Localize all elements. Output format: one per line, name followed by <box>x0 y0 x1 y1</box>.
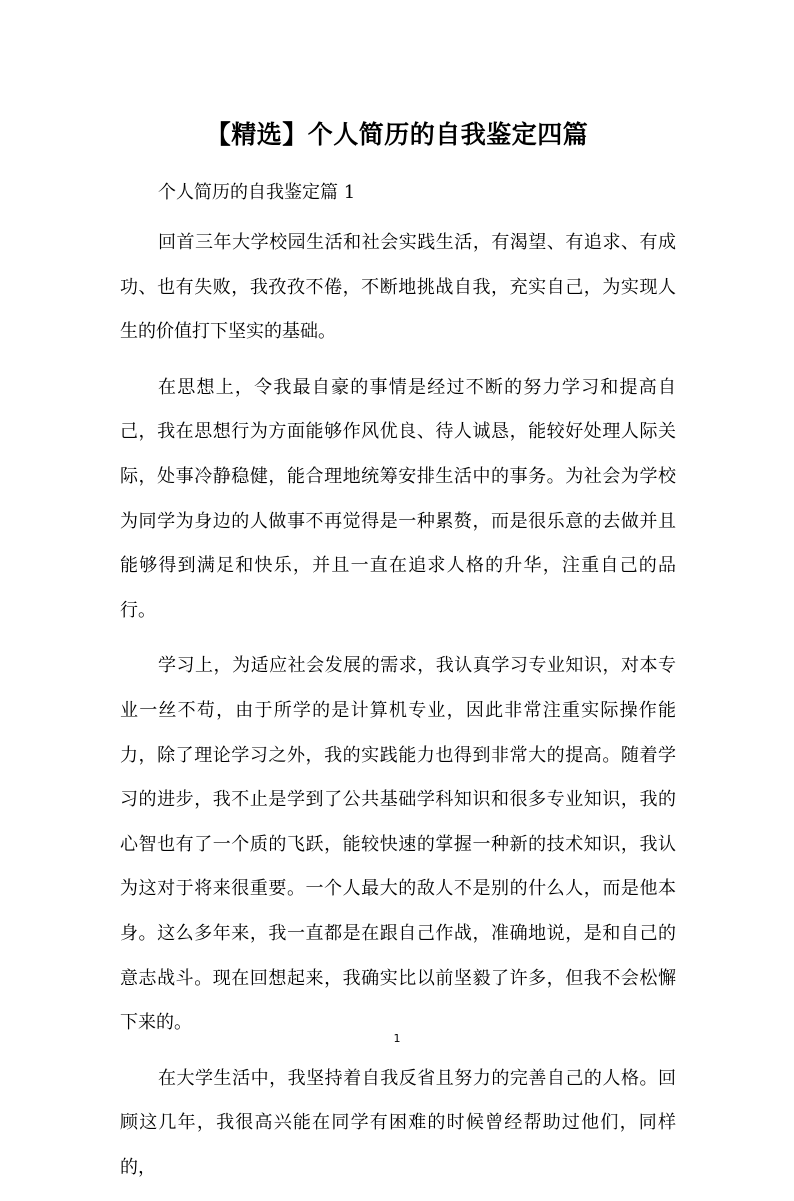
page-number: 1 <box>393 1032 401 1045</box>
paragraph-1: 回首三年大学校园生活和社会实践生活，有渴望、有追求、有成功、也有失败，我孜孜不倦，不断地挑战自我，充实自己，为实现人生的价值打下坚实的基础。 <box>120 232 676 343</box>
document-title: 【精选】个人简历的自我鉴定四篇 <box>205 120 589 149</box>
paragraph-3: 学习上，为适应社会发展的需求，我认真学习专业知识，对本专业一丝不苟，由于所学的是计算机专业，因此非常注重实际操作能力，除了理论学习之外，我的实践能力也得到非常大的提高。随着学习的进步，我不止是学到了公共基础学科知识和很多专业知识，我的心智也有了一个质的飞跃，能较快速的掌握一种新的技术知识，我认为这对于将来很重要。一个人最大的敌人不是别的什么人，而是他本身。这么多年来，我一直都是在跟自己作战，准确地说，是和自己的意志战斗。现在回想起来，我确实比以前坚毅了许多，但我不会松懈下来的。 <box>120 655 676 1034</box>
paragraph-2: 在思想上，令我最自豪的事情是经过不断的努力学习和提高自己，我在思想行为方面能够作风优良、待人诚恳，能较好处理人际关际，处事冷静稳健，能合理地统筹安排生活中的事务。为社会为学校为同学为身边的人做事不再觉得是一种累赘，而是很乐意的去做并且能够得到满足和快乐，并且一直在追求人格的升华，注重自己的品行。 <box>120 376 676 621</box>
document-body <box>120 176 676 1201</box>
section-heading: 个人简历的自我鉴定篇 1 <box>158 182 356 203</box>
paragraph-4: 在大学生活中，我坚持着自我反省且努力的完善自己的人格。回顾这几年，我很高兴能在同学有困难的时候曾经帮助过他们，同样的， <box>120 1067 676 1178</box>
